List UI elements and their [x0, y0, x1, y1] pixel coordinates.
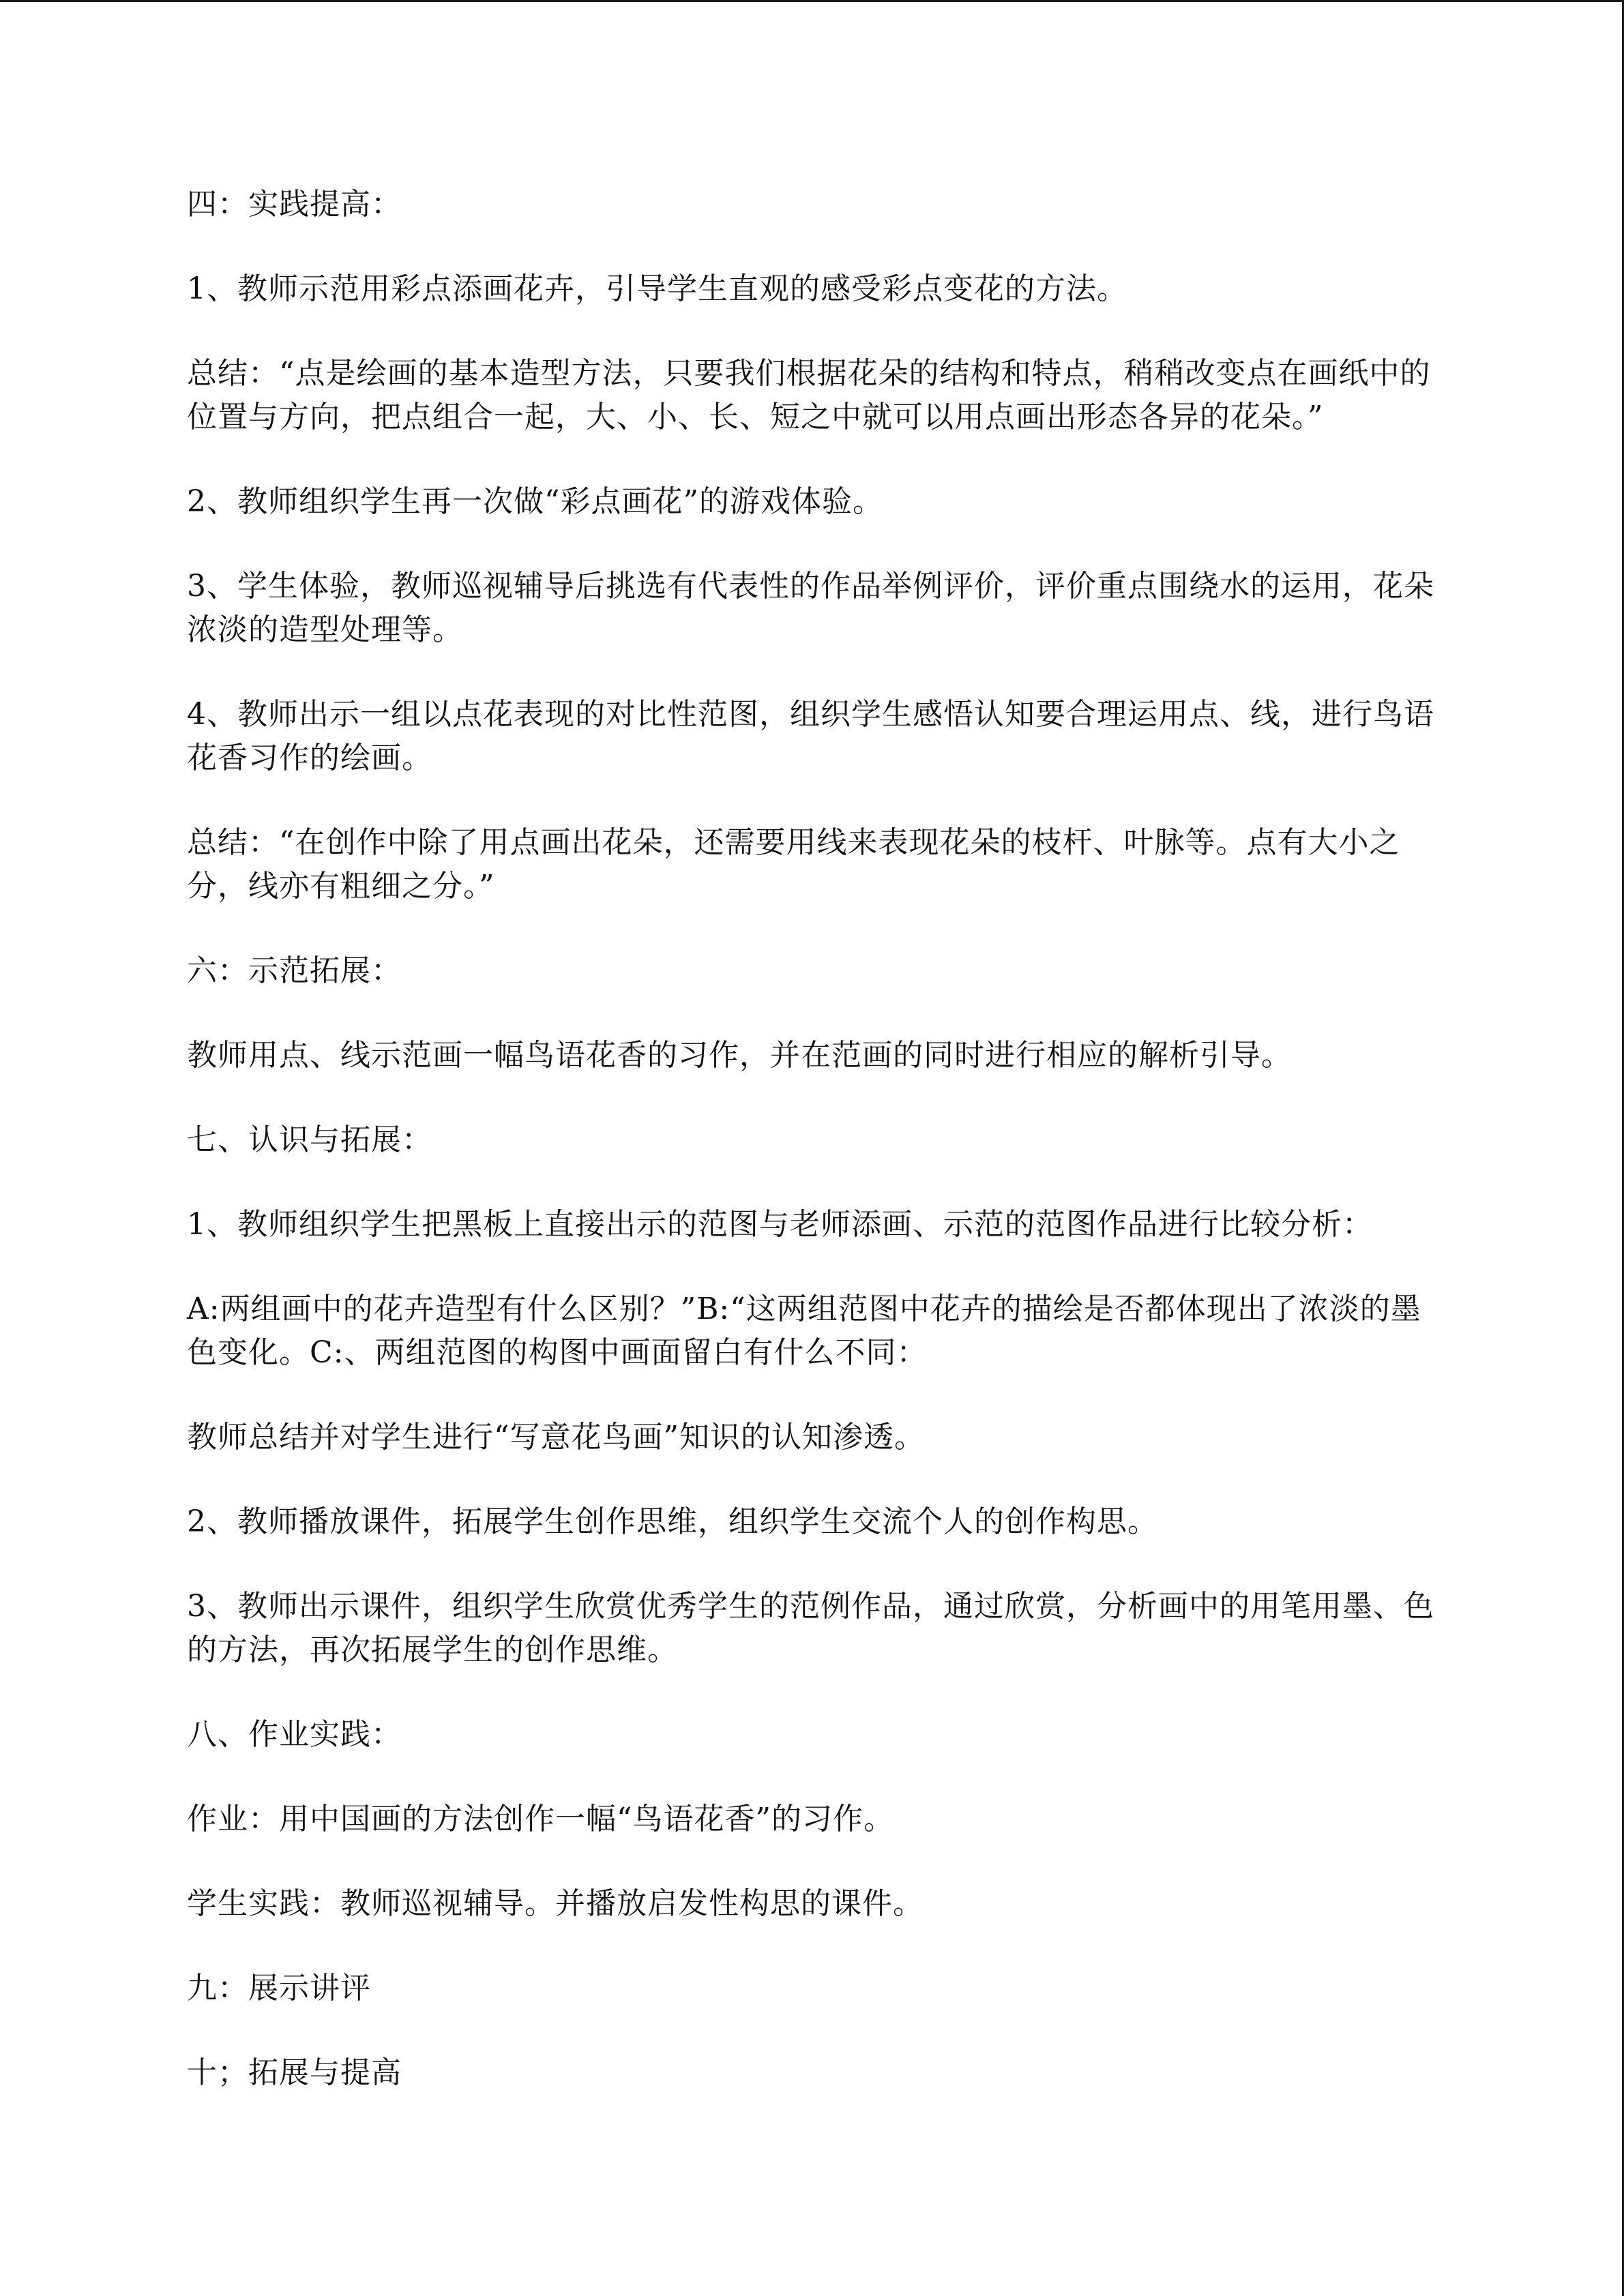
section-heading-practice: 四：实践提高： [187, 187, 402, 222]
paragraph-demo-dots: 1、教师示范用彩点添画花卉，引导学生直观的感受彩点变花的方法。 [187, 271, 1127, 306]
paragraph-courseware-show: 3、教师出示课件，组织学生欣赏优秀学生的范例作品，通过欣赏，分析画中的用笔用墨、色的方法，再次拓展学生的创作思维。 [187, 1589, 1434, 1667]
paragraph-summary-lines: 总结：“在创作中除了用点画出花朵，还需要用线来表现花朵的枝杆、叶脉等。点有大小之分，线亦有粗细之分。” [187, 825, 1400, 904]
paragraph-game-experience: 2、教师组织学生再一次做“彩点画花”的游戏体验。 [187, 484, 883, 519]
paragraph-summary-dots: 总结：“点是绘画的基本造型方法，只要我们根据花朵的结构和特点，稍稍改变点在画纸中的位置与方向，把点组合一起，大、小、长、短之中就可以用点画出形态各异的花朵。” [187, 356, 1431, 434]
paragraph-questions: A:两组画中的花卉造型有什么区别？”B:“这两组范图中花卉的描绘是否都体现出了浓淡的墨色变化。C:、两组范图的构图中画面留白有什么不同： [187, 1292, 1421, 1370]
paragraph-homework: 作业：用中国画的方法创作一幅“鸟语花香”的习作。 [187, 1802, 894, 1836]
paragraph-student-experience: 3、学生体验，教师巡视辅导后挑选有代表性的作品举例评价，评价重点围绕水的运用，花朵浓淡的造型处理等。 [187, 569, 1434, 647]
section-heading-demonstration: 六：示范拓展： [187, 953, 402, 988]
section-heading-understanding: 七、认识与拓展： [187, 1122, 432, 1157]
section-heading-homework: 八、作业实践： [187, 1717, 402, 1752]
paragraph-student-practice: 学生实践：教师巡视辅导。并播放启发性构思的课件。 [187, 1886, 924, 1921]
page-top-border [0, 0, 1624, 2]
section-heading-display: 九：展示讲评 [187, 1971, 371, 2006]
paragraph-contrast-examples: 4、教师出示一组以点花表现的对比性范图，组织学生感悟认知要合理运用点、线，进行鸟语花香习作的绘画。 [187, 697, 1434, 775]
document-page [187, 183, 1442, 2136]
paragraph-teacher-demo: 教师用点、线示范画一幅鸟语花香的习作，并在范画的同时进行相应的解析引导。 [187, 1038, 1292, 1073]
paragraph-teacher-summary: 教师总结并对学生进行“写意花鸟画”知识的认知渗透。 [187, 1420, 925, 1455]
paragraph-courseware-play: 2、教师播放课件，拓展学生创作思维，组织学生交流个人的创作构思。 [187, 1504, 1158, 1539]
paragraph-compare-analysis: 1、教师组织学生把黑板上直接出示的范图与老师添画、示范的范图作品进行比较分析： [187, 1207, 1373, 1242]
section-heading-extension: 十；拓展与提高 [187, 2055, 402, 2090]
